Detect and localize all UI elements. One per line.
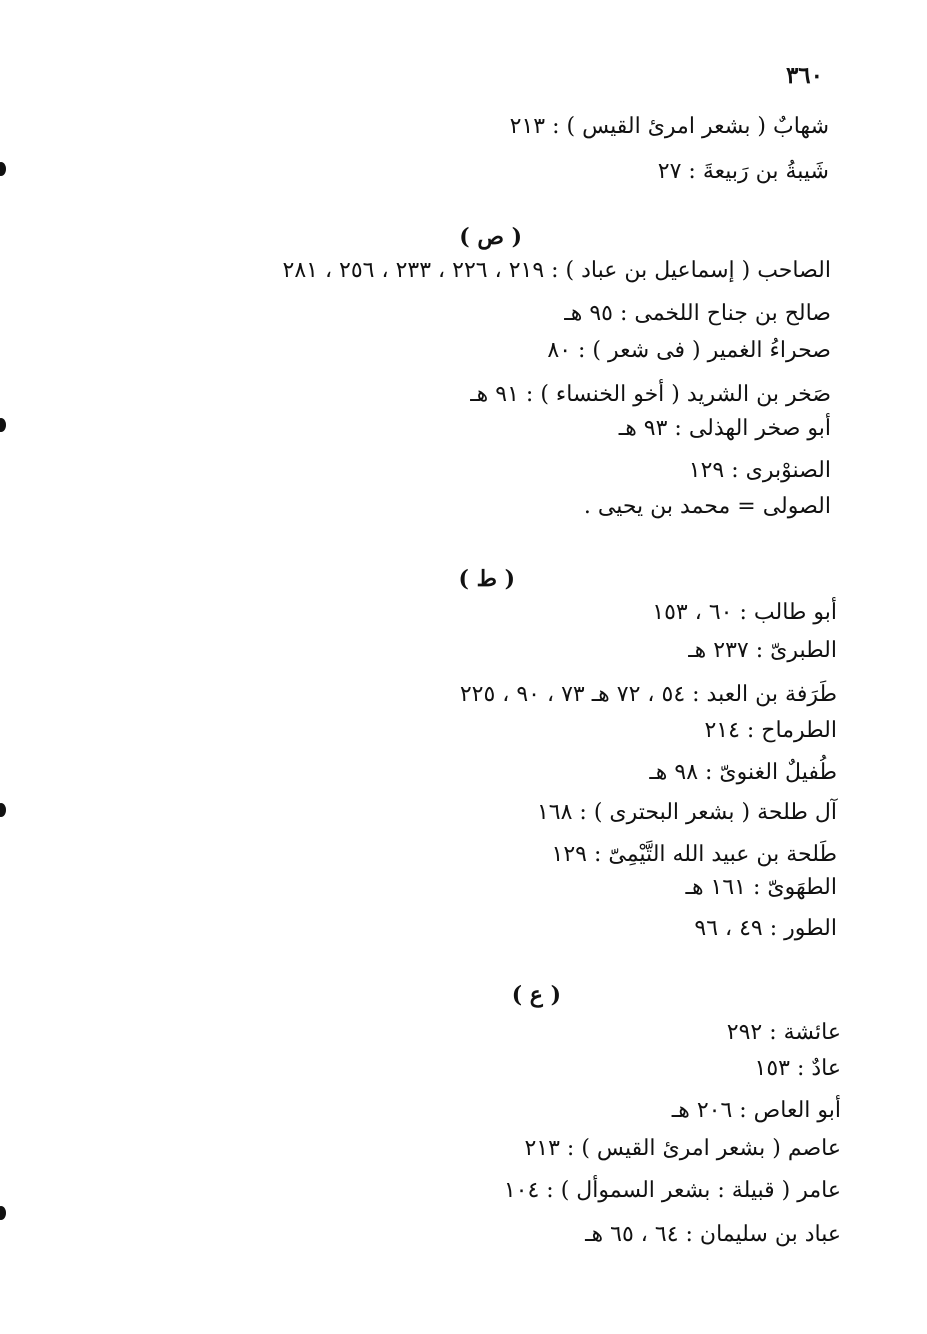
index-entry: شَيبةُ بن رَبيعةَ : ٢٧ [657,159,829,184]
index-entry: أبو طالب : ٦٠ ، ١٥٣ [652,600,837,625]
index-entry: عادٌ : ١٥٣ [754,1056,841,1081]
section-heading-sad: ( ص ) [459,224,522,250]
index-entry: صَخر بن الشريد ( أخو الخنساء ) : ٩١ هـ [470,382,831,407]
index-entry: عباد بن سليمان : ٦٤ ، ٦٥ هـ [585,1222,841,1247]
binding-hole-mark [0,162,6,176]
binding-hole-mark [0,1206,6,1220]
index-entry: الطبرىّ : ٢٣٧ هـ [688,638,837,663]
binding-hole-mark [0,803,6,817]
index-entry: صحراءُ الغمير ( فى شعر ) : ٨٠ [547,338,831,363]
index-entry: عامر ( قبيلة : بشعر السموأل ) : ١٠٤ [503,1178,841,1203]
index-entry: الصولى = محمد بن يحيى . [583,494,831,519]
index-entry: الطور : ٤٩ ، ٩٦ [694,916,837,941]
section-heading-ain: ( ع ) [511,982,561,1008]
index-entry: طُفيلٌ الغنوىّ : ٩٨ هـ [649,760,837,785]
page-number: ٣٦٠ [785,62,823,89]
binding-hole-mark [0,418,6,432]
index-entry: عائشة : ٢٩٢ [726,1020,841,1045]
index-entry: عاصم ( بشعر امرئ القيس ) : ٢١٣ [524,1136,841,1161]
index-entry: الطهَوىّ : ١٦١ هـ [685,875,837,900]
index-entry: آل طلحة ( بشعر البحترى ) : ١٦٨ [536,800,837,825]
index-entry: الطرماح : ٢١٤ [704,718,837,743]
index-entry: طَرَفة بن العبد : ٥٤ ، ٧٢ هـ ٧٣ ، ٩٠ ، ٢٢٥ [459,682,837,707]
index-entry: صالح بن جناح اللخمى : ٩٥ هـ [564,301,831,326]
section-heading-ta: ( ط ) [458,566,515,592]
index-entry: أبو العاص : ٢٠٦ هـ [671,1098,841,1123]
index-entry: طَلحة بن عبيد الله التَّيْمِىّ : ١٢٩ [551,842,837,867]
index-entry: الصنوْبرى : ١٢٩ [688,458,831,483]
index-entry: شهابٌ ( بشعر امرئ القيس ) : ٢١٣ [509,114,829,139]
index-entry: الصاحب ( إسماعيل بن عباد ) : ٢١٩ ، ٢٢٦ ، ٢٣٣ ، ٢٥٦ ، ٢٨١ [282,258,831,283]
index-entry: أبو صخر الهذلى : ٩٣ هـ [618,416,831,441]
